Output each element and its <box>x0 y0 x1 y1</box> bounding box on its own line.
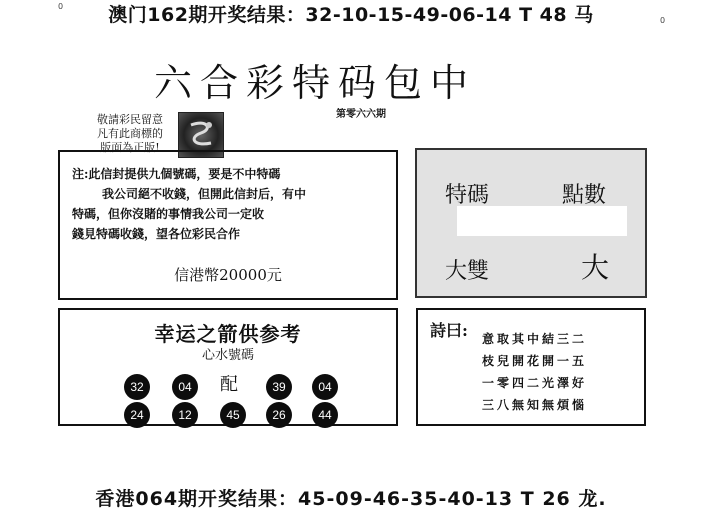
notice-line: 版面為正版! <box>100 141 160 154</box>
hongkong-result-banner: 香港064期开奖结果：45-09-46-35-40-13 T 26 龙. <box>95 488 607 510</box>
number-ball: 39 <box>266 374 292 400</box>
notice-line: 敬請彩民留意 <box>97 113 163 126</box>
info-line: 錢見特碼收錢，望各位彩民合作 <box>72 227 241 241</box>
info-line: 注:此信封提供九個號碼，要是不中特碼 <box>72 167 281 181</box>
hidden-code-bar <box>457 206 627 236</box>
poem-line: 一零四二光澤好 <box>482 376 588 390</box>
number-ball: 45 <box>220 402 246 428</box>
corner-mark-left: 0 <box>58 2 64 11</box>
number-ball: 12 <box>172 402 198 428</box>
issue-number: 第零六六期 <box>336 109 386 120</box>
poem-panel <box>416 308 646 426</box>
poem-line: 枝兒開花開一五 <box>482 354 588 368</box>
big-double-label: 大雙 <box>445 259 490 284</box>
special-code-panel <box>415 148 647 298</box>
info-panel <box>58 150 398 300</box>
number-ball: 26 <box>266 402 292 428</box>
bond-amount: 信港幣20000元 <box>174 266 282 284</box>
lucky-numbers-panel <box>58 308 398 426</box>
poem-line: 三八無知無煩惱 <box>482 398 588 412</box>
lucky-subtitle: 心水號碼 <box>201 348 254 363</box>
lucky-title: 幸运之箭供参考 <box>154 322 302 346</box>
macau-result-banner: 澳门162期开奖结果：32-10-15-49-06-14 T 48 马 <box>108 4 594 26</box>
corner-mark-right: 0 <box>660 16 666 25</box>
info-line: 特碼，但你沒賭的事情我公司一定收 <box>72 207 265 221</box>
info-text <box>72 164 392 244</box>
page-title: 六合彩特码包中 <box>153 61 476 105</box>
pair-label: 配 <box>220 374 238 395</box>
info-line: 我公司絕不收錢，但開此信封后，有中 <box>102 187 307 201</box>
number-ball: 24 <box>124 402 150 428</box>
number-ball: 44 <box>312 402 338 428</box>
special-code-label: 特碼 <box>445 183 490 208</box>
poem-line: 意取其中結三二 <box>482 332 588 346</box>
poem-title: 詩曰: <box>430 321 468 340</box>
points-label: 點數 <box>562 183 607 208</box>
number-ball: 04 <box>312 374 338 400</box>
notice-line: 凡有此商標的 <box>97 127 163 140</box>
authenticity-notice <box>74 113 186 155</box>
number-ball: 32 <box>124 374 150 400</box>
big-label: 大 <box>581 251 610 284</box>
number-ball: 04 <box>172 374 198 400</box>
